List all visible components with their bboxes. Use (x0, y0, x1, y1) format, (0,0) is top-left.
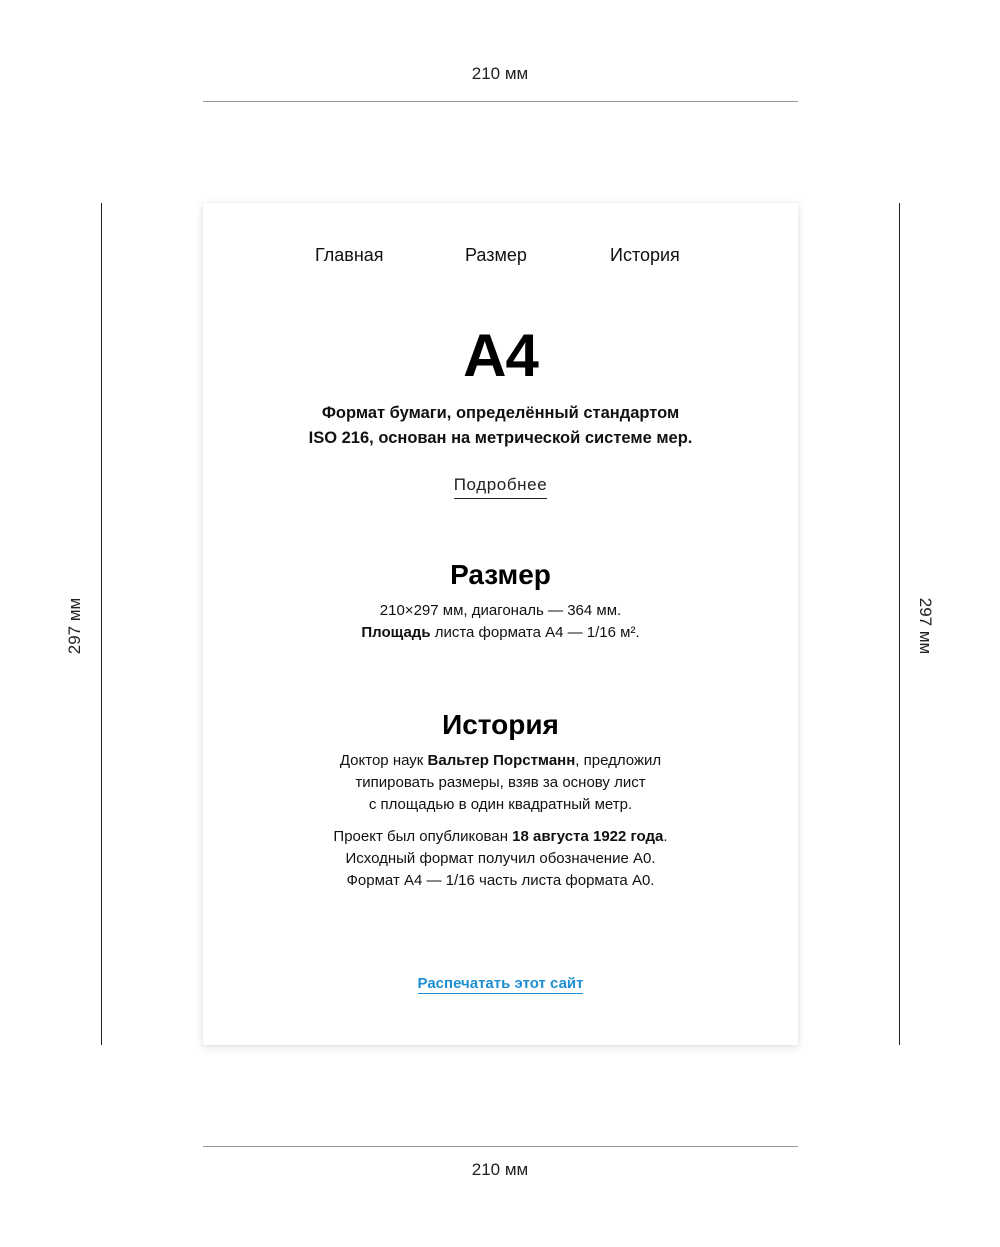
size-line-2 (203, 622, 798, 644)
nav-item-history[interactable]: История (610, 245, 680, 265)
size-area-text: листа формата А4 — 1/16 м². (430, 624, 640, 641)
size-section-text (203, 600, 798, 644)
history-p2-line-1 (203, 826, 798, 848)
history-p1-prefix: Доктор наук (339, 752, 428, 769)
height-dimension-label-left: 297 мм (65, 597, 84, 655)
history-p2-line-3: Формат А4 — 1/16 часть листа формата А0. (346, 872, 655, 889)
width-dimension-line-bottom (203, 1146, 798, 1147)
height-dimension-label-right: 297 мм (916, 597, 935, 655)
history-p2-line-2: Исходный формат получил обозначение А0. (345, 850, 656, 867)
history-publication-date: 18 августа 1922 года (512, 828, 664, 845)
history-p1-line-1 (203, 750, 798, 772)
height-dimension-line-right (899, 203, 900, 1045)
more-link-wrapper (203, 475, 798, 499)
print-link-wrapper (203, 975, 798, 993)
history-p1-line-3: с площадью в один квадратный метр. (368, 796, 633, 813)
more-link[interactable]: Подробнее (454, 475, 548, 499)
history-section-title: История (442, 709, 559, 740)
history-person-name: Вальтер Порстманн (427, 752, 576, 769)
size-line-1: 210×297 мм, диагональ — 364 мм. (379, 602, 622, 619)
width-dimension-label-bottom: 210 мм (471, 1160, 529, 1179)
nav-item-main[interactable]: Главная (315, 245, 384, 265)
hero-subtitle-line-1: Формат бумаги, определённый стандартом (321, 404, 680, 422)
width-dimension-label-top: 210 мм (471, 64, 529, 83)
nav-item-size[interactable]: Размер (465, 245, 527, 265)
a4-sheet (203, 203, 798, 1045)
hero-subtitle (203, 401, 798, 451)
history-p2-prefix: Проект был опубликован (333, 828, 513, 845)
height-dimension-line-left (101, 203, 102, 1045)
main-nav (203, 245, 798, 271)
history-paragraph-2 (203, 826, 798, 892)
history-p1-suffix: , предложил (575, 752, 662, 769)
print-site-link[interactable]: Распечатать этот сайт (417, 975, 584, 992)
size-area-label: Площадь (361, 624, 431, 641)
history-p2-suffix: . (663, 828, 668, 845)
size-section-title: Размер (450, 559, 551, 590)
page-title: A4 (463, 322, 538, 389)
hero-subtitle-line-2: ISO 216, основан на метрической системе мер. (308, 429, 693, 447)
history-paragraph-1 (203, 750, 798, 816)
width-dimension-line-top (203, 101, 798, 102)
history-p1-line-2: типировать размеры, взяв за основу лист (355, 774, 646, 791)
